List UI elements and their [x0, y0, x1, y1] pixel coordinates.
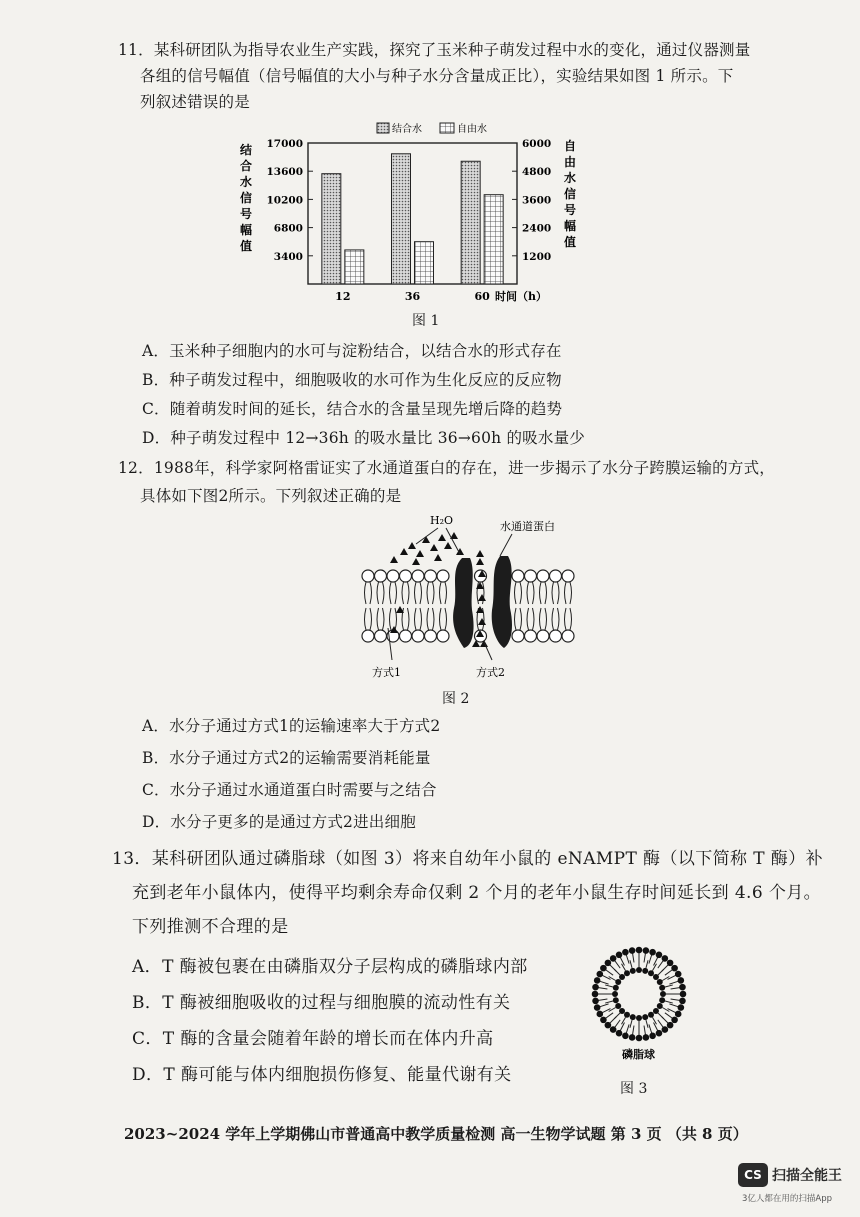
page-footer: 2023~2024 学年上学期佛山市普通高中教学质量检测 高一生物学试题 第 3 页 （共 8 页） [124, 1125, 748, 1143]
svg-text:结合水信号幅值: 结合水信号幅值 [239, 143, 253, 253]
x-tick-label: 60 [474, 290, 490, 303]
q11-option-b: B．种子萌发过程中，细胞吸收的水可作为生化反应的反应物 [142, 371, 562, 389]
legend-swatch-bound-water [377, 123, 389, 133]
scanner-app-name: 扫描全能王 [772, 1168, 842, 1184]
right-tick-label: 4800 [522, 166, 552, 179]
right-tick-label: 6000 [522, 138, 552, 150]
q13-option-d: D．T 酶可能与体内细胞损伤修复、能量代谢有关 [132, 1065, 512, 1085]
q12-option-d: D．水分子更多的是通过方式2进出细胞 [142, 813, 416, 831]
legend-label-bound-water: 结合水 [392, 124, 422, 135]
mode-2-label: 方式2 [476, 666, 505, 679]
right-axis-label [563, 138, 576, 249]
legend-label-free-water: 自由水 [457, 124, 487, 135]
figure-3-caption: 图 3 [620, 1081, 648, 1097]
left-tick-label: 13600 [266, 166, 303, 179]
q12-option-a: A．水分子通过方式1的运输速率大于方式2 [142, 717, 441, 735]
q11-option-c: C．随着萌发时间的延长，结合水的含量呈现先增后降的趋势 [142, 400, 563, 418]
left-tick-label: 6800 [273, 222, 303, 235]
q13-stem-line-1: 13．某科研团队通过磷脂球（如图 3）将来自幼年小鼠的 eNAMPT 酶（以下简称 T 酶）补 [112, 849, 824, 869]
x-tick-label: 36 [404, 290, 421, 303]
left-tick-label: 10200 [266, 194, 303, 207]
q12-option-b: B．水分子通过方式2的运输需要消耗能量 [142, 749, 431, 767]
bar-bound-water-60 [461, 161, 480, 284]
right-tick-label: 3600 [522, 194, 552, 207]
left-tick-label: 17000 [266, 138, 303, 150]
figure-1-caption: 图 1 [412, 313, 440, 329]
bar-bound-water-36 [392, 154, 411, 284]
q11-option-d: D．种子萌发过程中 12→36h 的吸水量比 36→60h 的吸水量少 [142, 429, 585, 447]
bar-free-water-12 [345, 250, 364, 284]
figure-2-caption: 图 2 [442, 691, 470, 707]
left-tick-label: 3400 [273, 250, 303, 263]
bar-free-water-60 [484, 195, 503, 284]
aquaporin-label: 水通道蛋白 [500, 520, 555, 533]
x-axis-label: 时间（h） [495, 290, 547, 303]
figure-1-bar-chart [230, 116, 610, 308]
bar-bound-water-12 [322, 174, 341, 284]
q13-option-c: C．T 酶的含量会随着年龄的增长而在体内升高 [132, 1029, 494, 1049]
q12-option-c: C．水分子通过水通道蛋白时需要与之结合 [142, 781, 437, 799]
q13-option-b: B．T 酶被细胞吸收的过程与细胞膜的流动性有关 [132, 993, 511, 1013]
left-axis-label [239, 142, 252, 253]
q13-stem-line-3: 下列推测不合理的是 [132, 917, 289, 937]
liposome-label: 磷脂球 [622, 1048, 655, 1060]
right-tick-label: 1200 [522, 250, 552, 263]
x-tick-label: 12 [335, 290, 351, 303]
figure-2-membrane-diagram [350, 510, 580, 682]
q13-option-a: A．T 酶被包裹在由磷脂双分子层构成的磷脂球内部 [132, 957, 528, 977]
q12-stem-line-1: 12．1988年，科学家阿格雷证实了水通道蛋白的存在，进一步揭示了水分子跨膜运输的方式， [118, 459, 775, 477]
q13-stem-line-2: 充到老年小鼠体内，使得平均剩余寿命仅剩 2 个月的老年小鼠生存时间延长到 4.6 个月。 [132, 883, 822, 903]
q12-stem-line-2: 具体如下图2所示。下列叙述正确的是 [140, 487, 402, 505]
scanner-tagline: 3亿人都在用的扫描App [742, 1194, 833, 1204]
figure-3-liposome [584, 944, 694, 1060]
bar-free-water-36 [415, 242, 434, 284]
legend-swatch-free-water [440, 123, 454, 133]
svg-text:自由水信号幅值: 自由水信号幅值 [563, 139, 577, 249]
right-tick-label: 2400 [522, 222, 552, 235]
scanner-logo-icon: CS [738, 1163, 768, 1187]
h2o-label: H₂O [430, 514, 454, 527]
mode-1-label: 方式1 [372, 666, 401, 679]
q11-stem-line-3: 列叙述错误的是 [140, 93, 250, 111]
q11-option-a: A．玉米种子细胞内的水可与淀粉结合，以结合水的形式存在 [142, 342, 562, 360]
q11-stem-line-2: 各组的信号幅值（信号幅值的大小与种子水分含量成正比），实验结果如图 1 所示。下 [140, 67, 734, 85]
q11-stem-line-1: 11．某科研团队为指导农业生产实践，探究了玉米种子萌发过程中水的变化，通过仪器测量 [118, 41, 751, 59]
